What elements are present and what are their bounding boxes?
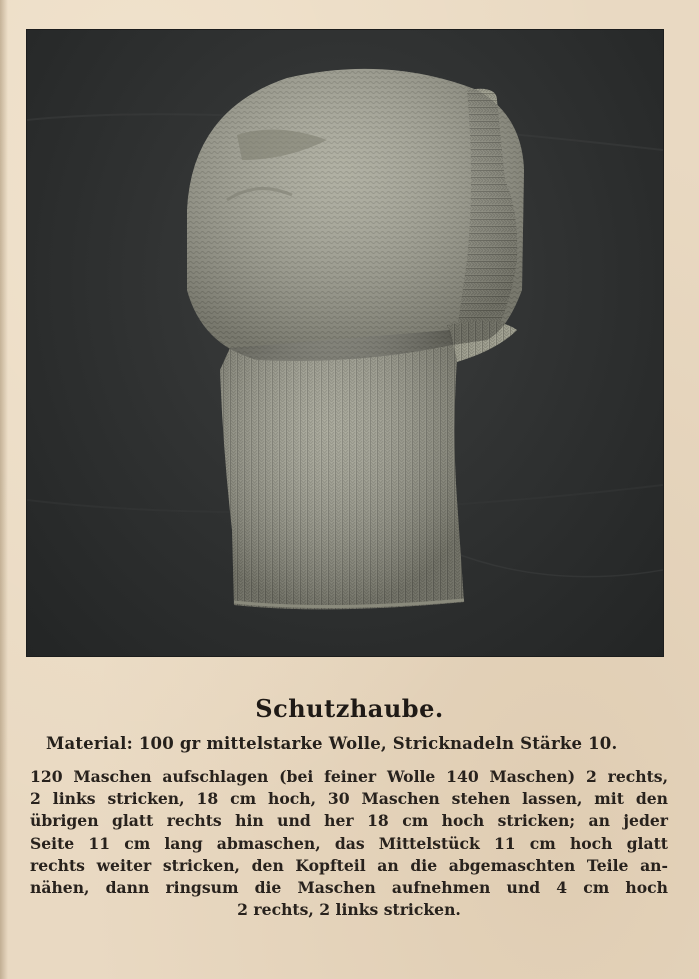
instructions-line: nähen, dann ringsum die Maschen aufnehmen und 4 cm hoch [30, 878, 668, 898]
instructions-line: 120 Maschen aufschlagen (bei feiner Wolle 140 Maschen) 2 rechts, [30, 767, 668, 786]
article-title: Schutzhaube. [255, 694, 444, 723]
balaclava-illustration [27, 30, 663, 656]
page-edge-shadow [0, 0, 8, 979]
instructions-line: Seite 11 cm lang abmaschen, das Mittelstück 11 cm hoch glatt [30, 833, 668, 853]
instructions-line: 2 links stricken, 18 cm hoch, 30 Maschen stehen lassen, mit den [30, 789, 668, 809]
instructions-paragraph [30, 766, 668, 921]
knitted-hood-photo [27, 30, 663, 656]
material-line: Material: 100 gr mittelstarke Wolle, Stricknadeln Stärke 10. [46, 734, 618, 753]
instructions-line: übrigen glatt rechts hin und her 18 cm hoch stricken; an jeder [30, 811, 668, 831]
instructions-line: 2 rechts, 2 links stricken. [237, 900, 461, 920]
instructions-line: rechts weiter stricken, den Kopfteil an die abgemaschten Teile an- [30, 855, 668, 875]
